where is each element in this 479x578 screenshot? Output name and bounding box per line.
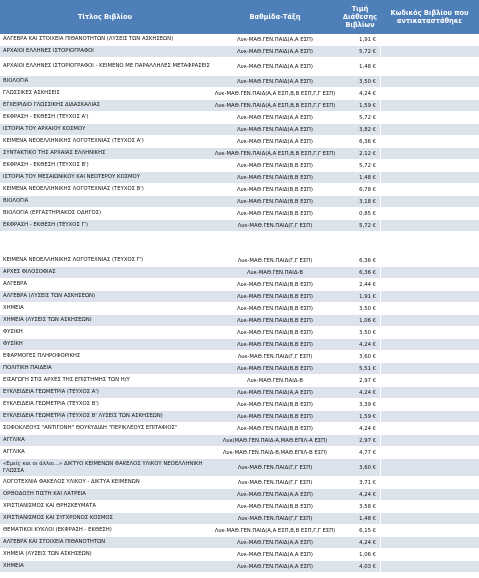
price-cell: 0,85 € [359,210,376,217]
replaced-code-cell [380,327,479,338]
price-cell: 3,60 € [359,353,376,360]
table-row [0,411,479,423]
grade-cell: Λυκ-ΜΑΘ.ΓΕΝ.ΠΑΙΔ(Γ,Γ ΕΣΠ) [237,464,313,471]
grade-cell: Λυκ-ΜΑΘ.ΓΕΝ.ΠΑΙΔ(Α,Α ΕΣΠ) [237,138,313,145]
price-cell: 5,72 € [359,162,376,169]
book-title-cell: ΧΗΜΕΙΑ [3,305,24,312]
table-row [0,148,479,160]
price-cell: 4,24 € [359,341,376,348]
price-cell: 1,59 € [359,413,376,420]
replaced-code-cell [380,303,479,314]
book-title-cell: ΧΗΜΕΙΑ [3,563,24,570]
table-row [0,537,479,549]
grade-cell: Λυκ-ΜΑΘ.ΓΕΝ.ΠΑΙΔ(Α,Α ΕΣΠ) [237,114,313,121]
table-row [0,172,479,184]
table-row [0,447,479,459]
grade-cell: Λυκ-ΜΑΘ.ΓΕΝ.ΠΑΙΔ(Β,Β ΕΣΠ) [237,365,313,372]
book-title-cell: ΚΕΙΜΕΝΑ ΝΕΟΕΛΛΗΝΙΚΗΣ ΛΟΓΟΤΕΧΝΙΑΣ (ΤΕΥΧΟΣ Α') [3,138,144,145]
book-title-cell: ΣΟΦΟΚΛΕΟΥΣ "ΑΝΤΙΓΟΝΗ" ΘΟΥΚΥΔΙΔΗ "ΠΕΡΙΚΛΕΟΥΣ ΕΠΙΤΑΦΙΟΣ" [3,425,178,432]
book-title-cell: ΦΥΣΙΚΗ [3,341,23,348]
replaced-code-cell [380,459,479,476]
price-cell: 1,91 € [359,293,376,300]
replaced-code-cell [380,112,479,123]
table-row [0,501,479,513]
grade-cell: Λυκ-ΜΑΘ.ΓΕΝ.ΠΑΙΔ(Α,Α ΕΣΠ) [237,539,313,546]
grade-cell: Λυκ-ΜΑΘ.ΓΕΝ.ΠΑΙΔ(Γ,Γ ΕΣΠ) [237,222,313,229]
price-cell: 3,50 € [359,78,376,85]
price-cell: 6,36 € [359,257,376,264]
column-header-title: Τίτλος Βιβλίου [77,12,133,21]
replaced-code-cell [380,375,479,386]
price-cell: 6,15 € [359,527,376,534]
table-row [0,561,479,573]
grade-cell: Λυκ-ΜΑΘ.ΓΕΝ.ΠΑΙΔ(Β,Β ΕΣΠ) [237,503,313,510]
book-title-cell: ΠΟΛΙΤΙΚΗ ΠΑΙΔΕΙΑ [3,365,52,372]
book-title-cell: ΙΣΤΟΡΙΑ ΤΟΥ ΑΡΧΑΙΟΥ ΚΟΣΜΟΥ [3,126,86,133]
grade-cell: Λυκ-ΜΑΘ.ΓΕΝ.ΠΑΙΔ(Β,Β ΕΣΠ) [237,425,313,432]
price-cell: 1,48 € [359,174,376,181]
price-cell: 5,72 € [359,222,376,229]
table-row [0,196,479,208]
table-row [0,513,479,525]
grade-cell: Λυκ-ΜΑΘ.ΓΕΝ.ΠΑΙΔ(Β,Β ΕΣΠ) [237,198,313,205]
table-row [0,549,479,561]
table-row [0,279,479,291]
table-row [0,387,479,399]
grade-cell: Λυκ-ΜΑΘ.ΓΕΝ.ΠΑΙΔ(Α,Α ΕΣΠ) [237,78,313,85]
book-title-cell: ΧΡΙΣΤΙΑΝΙΣΜΟΣ ΚΑΙ ΘΡΗΣΚΕΥΜΑΤΑ [3,503,96,510]
replaced-code-cell [380,387,479,398]
price-cell: 3,50 € [359,329,376,336]
grade-cell: Λυκ-ΜΑΘ.ΓΕΝ.ΠΑΙΔ(Β,Β ΕΣΠ) [237,293,313,300]
grade-cell: Λυκ-ΜΑΘ.ΓΕΝ.ΠΑΙΔ(Β,Β ΕΣΠ) [237,341,313,348]
book-title-cell: ΧΡΙΣΤΙΑΝΙΣΜΟΣ ΚΑΙ ΣΥΓΧΡΟΝΟΣ ΚΟΣΜΟΣ [3,515,113,522]
grade-cell: Λυκ-ΜΑΘ.ΓΕΝ.ΠΑΙΔ(Β,Β ΕΣΠ) [237,210,313,217]
grade-cell: Λυκ-ΜΑΘ.ΓΕΝ.ΠΑΙΔ(Β,Β ΕΣΠ) [237,401,313,408]
price-cell: 1,48 € [359,63,376,70]
price-cell: 3,58 € [359,503,376,510]
replaced-code-cell [380,160,479,171]
grade-cell: Λυκ-ΜΑΘ.ΓΕΝ.ΠΑΙΔ(Α,Α ΕΣΠ) [237,563,313,570]
replaced-code-cell [380,525,479,536]
table-row [0,351,479,363]
book-title-cell: ΑΡΧΑΙΟΙ ΕΛΛΗΝΕΣ ΙΣΤΟΡΙΟΓΡΑΦΟΙ [3,48,94,55]
book-title-cell: ΑΡΧΑΙΟΙ ΕΛΛΗΝΕΣ ΙΣΤΟΡΙΟΓΡΑΦΟΙ - ΚΕΙΜΕΝΟ ΜΕ ΠΑΡΑΛΛΗΛΕΣ ΜΕΤΑΦΡΑΣΕΙΣ [3,63,210,70]
grade-cell: Λυκ-ΜΑΘ.ΓΕΝ.ΠΑΙΔ(Β,Β ΕΣΠ) [237,186,313,193]
grade-cell: Λυκ-ΜΑΘ.ΓΕΝ.ΠΑΙΔ(Α,Α ΕΣΠ,Β,Β ΕΣΠ,Γ,Γ ΕΣΠ) [214,150,336,157]
price-cell: 4,03 € [359,563,376,570]
price-cell: 1,48 € [359,515,376,522]
price-cell: 2,97 € [359,437,376,444]
table-row [0,46,479,58]
replaced-code-cell [380,88,479,99]
replaced-code-cell [380,423,479,434]
table-row [0,375,479,387]
replaced-code-cell [380,76,479,87]
book-title-cell: ΕΚΦΡΑΣΗ - ΕΚΘΕΣΗ (ΤΕΥΧΟΣ Β') [3,162,89,169]
price-cell: 4,24 € [359,90,376,97]
book-title-cell: ΑΛΓΕΒΡΑ [3,281,27,288]
book-title-cell: ΓΛΩΣΣΙΚΕΣ ΑΣΚΗΣΕΙΣ [3,90,60,97]
book-title-cell: ΒΙΟΛΟΓΙΑ (ΕΡΓΑΣΤΗΡΙΑΚΟΣ ΟΔΗΓΟΣ) [3,210,102,217]
price-cell: 3,39 € [359,401,376,408]
book-title-cell: ΕΥΚΛΕΙΔΕΙΑ ΓΕΩΜΕΤΡΙΑ (ΤΕΥΧΟΣ Β') [3,401,99,408]
grade-cell: Λυκ-ΜΑΘ.ΓΕΝ.ΠΑΙΔ(Α,Α ΕΣΠ) [237,551,313,558]
book-title-cell: ΧΗΜΕΙΑ (ΛΥΣΕΙΣ ΤΩΝ ΑΣΚΗΣΕΩΝ) [3,317,92,324]
table-row [0,303,479,315]
replaced-code-cell [380,363,479,374]
replaced-code-cell [380,184,479,195]
price-cell: 6,36 € [359,138,376,145]
replaced-code-cell [380,255,479,266]
grade-cell: Λυκ-ΜΑΘ.ΓΕΝ.ΠΑΙΔ(Α,Α ΕΣΠ,Β,Β ΕΣΠ,Γ,Γ ΕΣΠ) [214,527,336,534]
price-cell: 5,51 € [359,365,376,372]
price-cell: 4,24 € [359,539,376,546]
grade-cell: Λυκ-ΜΑΘ.ΓΕΝ.ΠΑΙΔ(Γ,Γ ΕΣΠ) [237,515,313,522]
price-cell: 1,06 € [359,551,376,558]
grade-cell: Λυκ-ΜΑΘ.ΓΕΝ.ΠΑΙΔ-Β,ΜΑΘ.ΕΠΙΛ-Β ΕΣΠ) [222,449,328,456]
grade-cell: Λυκ-ΜΑΘ.ΓΕΝ.ΠΑΙΔ(Α,Α ΕΣΠ) [237,48,313,55]
price-cell: 4,24 € [359,389,376,396]
book-title-cell: ΕΥΚΛΕΙΔΕΙΑ ΓΕΩΜΕΤΡΙΑ (ΤΕΥΧΟΣ Α') [3,389,99,396]
replaced-code-cell [380,34,479,45]
replaced-code-cell [380,561,479,572]
book-title-cell: ΣΥΝΤΑΚΤΙΚΟ ΤΗΣ ΑΡΧΑΙΑΣ ΕΛΛΗΝΙΚΗΣ [3,150,106,157]
price-cell: 4,24 € [359,491,376,498]
price-cell: 4,24 € [359,425,376,432]
table-row [0,100,479,112]
book-title-cell: ΑΛΓΕΒΡΑ ΚΑΙ ΣΤΟΙΧΕΙΑ ΠΙΘΑΝΟΤΗΤΩΝ (ΛΥΣΕΙΣ ΤΩΝ ΑΣΚΗΣΕΩΝ) [3,36,174,43]
grade-cell: Λυκ-ΜΑΘ.ΓΕΝ.ΠΑΙΔ(Β,Β ΕΣΠ) [237,317,313,324]
table-row [0,315,479,327]
table-row [0,88,479,100]
replaced-code-cell [380,351,479,362]
price-cell: 5,72 € [359,114,376,121]
grade-cell: Λυκ-ΜΑΘ.ΓΕΝ.ΠΑΙΔ(Β,Β ΕΣΠ) [237,174,313,181]
table-row [0,34,479,46]
grade-cell: Λυκ-ΜΑΘ.ΓΕΝ.ΠΑΙΔ(Α,Α ΕΣΠ,Β,Β ΕΣΠ,Γ,Γ ΕΣΠ) [214,90,336,97]
table-row [0,255,479,267]
book-title-cell: ΑΓΓΛΙΚΑ [3,437,25,444]
grade-cell: Λυκ-ΜΑΘ.ΓΕΝ.ΠΑΙΔ(Α,Α ΕΣΠ) [237,63,313,70]
replaced-code-cell [380,196,479,207]
grade-cell: Λυκ-ΜΑΘ.ΓΕΝ.ΠΑΙΔ(Α,Α ΕΣΠ) [237,389,313,396]
replaced-code-cell [380,399,479,410]
column-header-price: Τιμή Διάθεσης Βιβλίων [342,4,378,30]
section-gap [0,232,479,255]
grade-cell: Λυκ-ΜΑΘ.ΓΕΝ.ΠΑΙΔ(Β,Β ΕΣΠ) [237,305,313,312]
replaced-code-cell [380,172,479,183]
table-row [0,112,479,124]
book-title-cell: ΛΟΓΟΤΕΧΝΙΑ ΦΑΚΕΛΟΣ ΥΛΙΚΟΥ - ΔΙΚΤΥΑ ΚΕΙΜΕΝΩΝ [3,479,140,486]
price-cell: 3,60 € [359,464,376,471]
grade-cell: Λυκ-ΜΑΘ.ΓΕΝ.ΠΑΙΔ(Α,Α ΕΣΠ) [237,36,313,43]
price-cell: 1,06 € [359,317,376,324]
price-cell: 6,36 € [359,269,376,276]
replaced-code-cell [380,136,479,147]
book-title-cell: ΚΕΙΜΕΝΑ ΝΕΟΕΛΛΗΝΙΚΗΣ ΛΟΓΟΤΕΧΝΙΑΣ (ΤΕΥΧΟΣ Β') [3,186,144,193]
table-row [0,525,479,537]
price-cell: 2,12 € [359,150,376,157]
replaced-code-cell [380,291,479,302]
replaced-code-cell [380,208,479,219]
table-row [0,208,479,220]
book-title-cell: ΕΚΦΡΑΣΗ - ΕΚΘΕΣΗ (ΤΕΥΧΟΣ Α') [3,114,89,121]
replaced-code-cell [380,549,479,560]
table-row [0,58,479,76]
table-row [0,399,479,411]
table-row [0,339,479,351]
book-title-cell: ΕΥΚΛΕΙΔΕΙΑ ΓΕΩΜΕΤΡΙΑ (ΤΕΥΧΟΣ Β' ΛΥΣΕΙΣ ΤΩΝ ΑΣΚΗΣΕΩΝ) [3,413,163,420]
table-row [0,363,479,375]
table-row [0,220,479,232]
table-row [0,267,479,279]
book-title-cell: ΕΦΑΡΜΟΓΕΣ ΠΛΗΡΟΦΟΡΙΚΗΣ [3,353,81,360]
table-row [0,136,479,148]
price-cell: 6,78 € [359,186,376,193]
table-row [0,291,479,303]
replaced-code-cell [380,58,479,75]
grade-cell: Λυκ-ΜΑΘ.ΓΕΝ.ΠΑΙΔ(Β,Β ΕΣΠ) [237,281,313,288]
replaced-code-cell [380,501,479,512]
grade-cell: Λυκ-ΜΑΘ.ΓΕΝ.ΠΑΙΔ(Β,Β ΕΣΠ) [237,162,313,169]
price-cell: 2,97 € [359,377,376,384]
book-title-cell: ΑΛΓΕΒΡΑ ΚΑΙ ΣΤΟΙΧΕΙΑ ΠΙΘΑΝΟΤΗΤΩΝ [3,539,106,546]
price-cell: 5,72 € [359,48,376,55]
table-header [0,0,479,34]
book-title-cell: ΘΕΜΑΤΙΚΟΙ ΚΥΚΛΟΙ (ΕΚΦΡΑΣΗ - ΕΚΘΕΣΗ) [3,527,112,534]
book-title-cell: ΕΙΣΑΓΩΓΗ ΣΤΙΣ ΑΡΧΕΣ ΤΗΣ ΕΠΙΣΤΗΜΗΣ ΤΩΝ Η/Υ [3,377,130,384]
column-header-replaced-code: Κωδικός Βιβλίου που αντικαταστάθηκε [390,8,469,25]
price-cell: 3,18 € [359,198,376,205]
grade-cell: Λυκ-ΜΑΘ.ΓΕΝ.ΠΑΙΔ(Β,Β ΕΣΠ) [237,413,313,420]
grade-cell: Λυκ-ΜΑΘ.ΓΕΝ.ΠΑΙΔ(Α,Α ΕΣΠ) [237,126,313,133]
grade-cell: Λυκ-ΜΑΘ.ΓΕΝ.ΠΑΙΔ-Β [246,377,304,384]
grade-cell: Λυκ-ΜΑΘ.ΓΕΝ.ΠΑΙΔ(Γ,Γ ΕΣΠ) [237,479,313,486]
book-title-cell: ΕΓΧΕΙΡΙΔΙΟ ΓΛΩΣΣΙΚΗΣ ΔΙΔΑΣΚΑΛΙΑΣ [3,102,101,109]
replaced-code-cell [380,124,479,135]
replaced-code-cell [380,537,479,548]
book-title-cell: ΒΙΟΛΟΓΙΑ [3,198,29,205]
replaced-code-cell [380,46,479,57]
table-row [0,435,479,447]
grade-cell: Λυκ-ΜΑΘ.ΓΕΝ.ΠΑΙΔ(Β,Β ΕΣΠ) [237,329,313,336]
book-title-cell: ΒΙΟΛΟΓΙΑ [3,78,29,85]
book-title-cell: ΙΣΤΟΡΙΑ ΤΟΥ ΜΕΣΑΙΩΝΙΚΟΥ ΚΑΙ ΝΕΟΤΕΡΟΥ ΚΟΣΜΟΥ [3,174,140,181]
price-cell: 3,71 € [359,479,376,486]
price-cell: 2,44 € [359,281,376,288]
book-title-cell: ΧΗΜΕΙΑ (ΛΥΣΕΙΣ ΤΩΝ ΑΣΚΗΣΕΩΝ) [3,551,92,558]
replaced-code-cell [380,435,479,446]
price-cell: 3,82 € [359,126,376,133]
table-row [0,477,479,489]
price-cell: 3,50 € [359,305,376,312]
book-title-cell: «Εμείς και οι άλλοι...» ΔΙΚΤΥΟ ΚΕΙΜΕΝΩΝ ΦΑΚΕΛΟΣ ΥΛΙΚΟΥ ΝΕΟΕΛΛΗΝΙΚΗ ΓΛΩΣΣΑ [3,461,203,474]
grade-cell: Λυκ(ΜΑΘ.ΓΕΝ.ΠΑΙΔ-Α,ΜΑΘ.ΕΠΙΛ-Α ΕΣΠ) [222,437,328,444]
table-row [0,423,479,435]
table-row [0,184,479,196]
replaced-code-cell [380,267,479,278]
book-title-cell: ΟΡΘΟΔΟΞΗ ΠΙΣΤΗ ΚΑΙ ΛΑΤΡΕΙΑ [3,491,86,498]
table-row [0,327,479,339]
replaced-code-cell [380,489,479,500]
column-header-grade: Βαθμίδα-Τάξη [249,12,301,21]
book-title-cell: ΑΡΧΕΣ ΦΙΛΟΣΟΦΙΑΣ [3,269,56,276]
book-title-cell: ΚΕΙΜΕΝΑ ΝΕΟΕΛΛΗΝΙΚΗΣ ΛΟΓΟΤΕΧΝΙΑΣ (ΤΕΥΧΟΣ Γ') [3,257,144,264]
price-cell: 1,91 € [359,36,376,43]
replaced-code-cell [380,315,479,326]
grade-cell: Λυκ-ΜΑΘ.ΓΕΝ.ΠΑΙΔ(Α,Α ΕΣΠ,Β,Β ΕΣΠ,Γ,Γ ΕΣΠ) [214,102,336,109]
replaced-code-cell [380,447,479,458]
replaced-code-cell [380,339,479,350]
replaced-code-cell [380,477,479,488]
book-title-cell: ΑΛΓΕΒΡΑ (ΛΥΣΕΙΣ ΤΩΝ ΑΣΚΗΣΕΩΝ) [3,293,96,300]
table-row [0,124,479,136]
replaced-code-cell [380,513,479,524]
table-row [0,489,479,501]
grade-cell: Λυκ-ΜΑΘ.ΓΕΝ.ΠΑΙΔ-Β [246,269,304,276]
replaced-code-cell [380,100,479,111]
price-cell: 1,59 € [359,102,376,109]
book-title-cell: ΦΥΣΙΚΗ [3,329,23,336]
grade-cell: Λυκ-ΜΑΘ.ΓΕΝ.ΠΑΙΔ(Γ,Γ ΕΣΠ) [237,257,313,264]
grade-cell: Λυκ-ΜΑΘ.ΓΕΝ.ΠΑΙΔ(Α,Α ΕΣΠ) [237,491,313,498]
replaced-code-cell [380,220,479,231]
replaced-code-cell [380,279,479,290]
book-title-cell: ΑΓΓΛΙΚΑ [3,449,25,456]
price-cell: 4,77 € [359,449,376,456]
replaced-code-cell [380,411,479,422]
table-row [0,76,479,88]
table-row [0,459,479,477]
grade-cell: Λυκ-ΜΑΘ.ΓΕΝ.ΠΑΙΔ(Γ,Γ ΕΣΠ) [237,353,313,360]
table-row [0,160,479,172]
book-title-cell: ΕΚΦΡΑΣΗ - ΕΚΘΕΣΗ (ΤΕΥΧΟΣ Γ') [3,222,88,229]
replaced-code-cell [380,148,479,159]
